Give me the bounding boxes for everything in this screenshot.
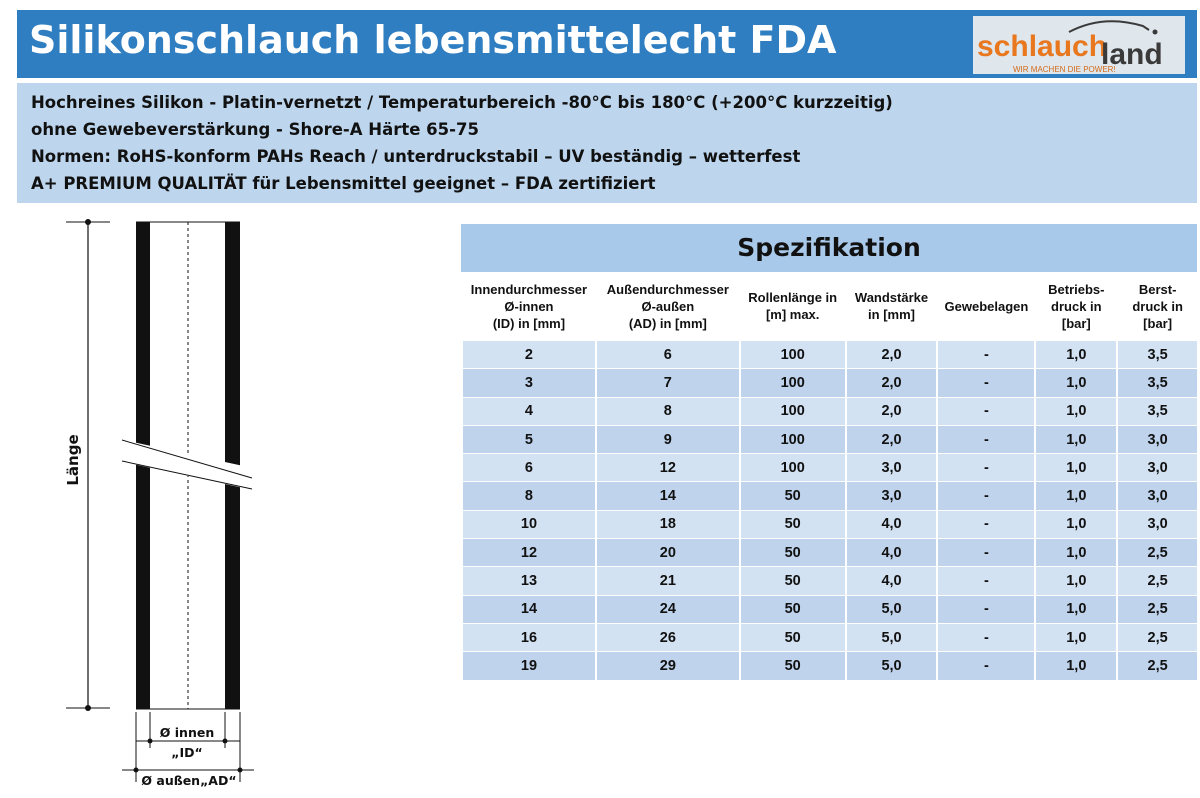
table-cell: 3,5 [1117, 341, 1197, 369]
table-cell: 1,0 [1035, 454, 1117, 482]
table-cell: 14 [462, 595, 596, 623]
logo-slogan: WIR MACHEN DIE POWER! [1013, 65, 1116, 74]
table-cell: 4,0 [846, 567, 938, 595]
table-cell: 100 [740, 425, 846, 453]
table-cell: 100 [740, 397, 846, 425]
page-title: Silikonschlauch lebensmittelecht FDA [29, 18, 837, 62]
table-cell: 2,5 [1117, 623, 1197, 651]
features-box [17, 83, 1197, 203]
spec-header-row [462, 272, 1197, 341]
table-cell: 1,0 [1035, 482, 1117, 510]
table-cell: 1,0 [1035, 567, 1117, 595]
logo-word-land: land [1101, 38, 1163, 71]
table-cell: 1,0 [1035, 539, 1117, 567]
table-cell: 3,0 [1117, 454, 1197, 482]
table-cell: - [937, 623, 1035, 651]
table-cell: 50 [740, 539, 846, 567]
table-cell: - [937, 425, 1035, 453]
table-cell: 18 [596, 510, 740, 538]
table-cell: - [937, 652, 1035, 680]
table-cell: 50 [740, 567, 846, 595]
table-cell: - [937, 341, 1035, 369]
table-cell: 13 [462, 567, 596, 595]
table-cell: - [937, 595, 1035, 623]
feature-line: A+ PREMIUM QUALITÄT für Lebensmittel geeignet – FDA zertifiziert [31, 174, 656, 193]
table-cell: 1,0 [1035, 652, 1117, 680]
table-cell: 3 [462, 369, 596, 397]
feature-line: Normen: RoHS-konform PAHs Reach / unterdruckstabil – UV beständig – wetterfest [31, 147, 801, 166]
table-cell: 2,0 [846, 341, 938, 369]
table-cell: 50 [740, 482, 846, 510]
spec-column-header: Wandstärke in [mm] [846, 272, 938, 341]
table-cell: 5,0 [846, 595, 938, 623]
table-row [462, 539, 1197, 567]
table-cell: 50 [740, 595, 846, 623]
table-cell: 26 [596, 623, 740, 651]
table-cell: 1,0 [1035, 341, 1117, 369]
table-row [462, 510, 1197, 538]
table-cell: 1,0 [1035, 510, 1117, 538]
table-cell: 1,0 [1035, 369, 1117, 397]
spec-column-header: Betriebs- druck in [bar] [1035, 272, 1117, 341]
table-cell: 20 [596, 539, 740, 567]
table-cell: 1,0 [1035, 595, 1117, 623]
table-cell: 1,0 [1035, 623, 1117, 651]
table-cell: 12 [596, 454, 740, 482]
table-row [462, 369, 1197, 397]
table-cell: 6 [462, 454, 596, 482]
table-cell: 3,0 [846, 482, 938, 510]
feature-line: Hochreines Silikon - Platin-vernetzt / Temperaturbereich -80°C bis 180°C (+200°C kurzzeitig) [31, 93, 893, 112]
table-row [462, 652, 1197, 680]
id-abbrev-label: „ID“ [171, 745, 203, 760]
table-cell: 2,0 [846, 425, 938, 453]
table-cell: 2,5 [1117, 539, 1197, 567]
spec-column-header: Innendurchmesser Ø-innen (ID) in [mm] [462, 272, 596, 341]
table-cell: 1,0 [1035, 425, 1117, 453]
table-cell: 4,0 [846, 539, 938, 567]
table-cell: 14 [596, 482, 740, 510]
table-cell: 50 [740, 623, 846, 651]
table-cell: 6 [596, 341, 740, 369]
table-cell: 16 [462, 623, 596, 651]
spec-column-header: Berst- druck in [bar] [1117, 272, 1197, 341]
table-cell: 50 [740, 510, 846, 538]
table-cell: 2,5 [1117, 595, 1197, 623]
table-cell: - [937, 567, 1035, 595]
table-cell: 1,0 [1035, 397, 1117, 425]
table-cell: 3,0 [846, 454, 938, 482]
feature-line: ohne Gewebeverstärkung - Shore-A Härte 65-75 [31, 120, 479, 139]
spec-column-header: Rollenlänge in [m] max. [740, 272, 846, 341]
table-cell: 21 [596, 567, 740, 595]
table-cell: 4,0 [846, 510, 938, 538]
table-cell: 24 [596, 595, 740, 623]
table-row [462, 567, 1197, 595]
spec-title: Spezifikation [461, 224, 1197, 272]
table-cell: 5 [462, 425, 596, 453]
table-cell: 5,0 [846, 652, 938, 680]
table-cell: 100 [740, 369, 846, 397]
table-cell: 12 [462, 539, 596, 567]
table-cell: - [937, 369, 1035, 397]
table-cell: - [937, 510, 1035, 538]
table-cell: 2,5 [1117, 652, 1197, 680]
table-row [462, 397, 1197, 425]
table-cell: 4 [462, 397, 596, 425]
od-label: Ø außen„AD“ [141, 773, 237, 788]
id-label: Ø innen [159, 725, 215, 740]
table-cell: 3,5 [1117, 397, 1197, 425]
table-cell: 8 [462, 482, 596, 510]
spec-column-header: Außendurchmesser Ø-außen (AD) in [mm] [596, 272, 740, 341]
table-cell: - [937, 454, 1035, 482]
table-cell: 8 [596, 397, 740, 425]
table-row [462, 623, 1197, 651]
table-cell: 19 [462, 652, 596, 680]
table-cell: 2,0 [846, 369, 938, 397]
table-row [462, 482, 1197, 510]
table-row [462, 425, 1197, 453]
table-cell: 3,0 [1117, 482, 1197, 510]
table-cell: 2,0 [846, 397, 938, 425]
table-cell: 3,0 [1117, 425, 1197, 453]
table-cell: 100 [740, 454, 846, 482]
table-cell: 10 [462, 510, 596, 538]
table-cell: 5,0 [846, 623, 938, 651]
table-cell: - [937, 482, 1035, 510]
table-row [462, 595, 1197, 623]
table-cell: 2 [462, 341, 596, 369]
hose-diagram [0, 205, 420, 798]
table-cell: 9 [596, 425, 740, 453]
length-label: Länge [64, 434, 82, 486]
table-cell: 7 [596, 369, 740, 397]
spec-table-body [462, 341, 1197, 680]
logo-word-schlauch: schlauch [977, 30, 1108, 63]
brand-logo [973, 16, 1185, 74]
table-cell: 2,5 [1117, 567, 1197, 595]
header-banner [17, 10, 1197, 78]
table-cell: 3,5 [1117, 369, 1197, 397]
table-cell: 50 [740, 652, 846, 680]
table-cell: 3,0 [1117, 510, 1197, 538]
spec-table [461, 272, 1197, 680]
table-cell: - [937, 397, 1035, 425]
spec-column-header: Gewebelagen [937, 272, 1035, 341]
table-cell: - [937, 539, 1035, 567]
table-cell: 29 [596, 652, 740, 680]
table-cell: 100 [740, 341, 846, 369]
table-row [462, 454, 1197, 482]
table-row [462, 341, 1197, 369]
